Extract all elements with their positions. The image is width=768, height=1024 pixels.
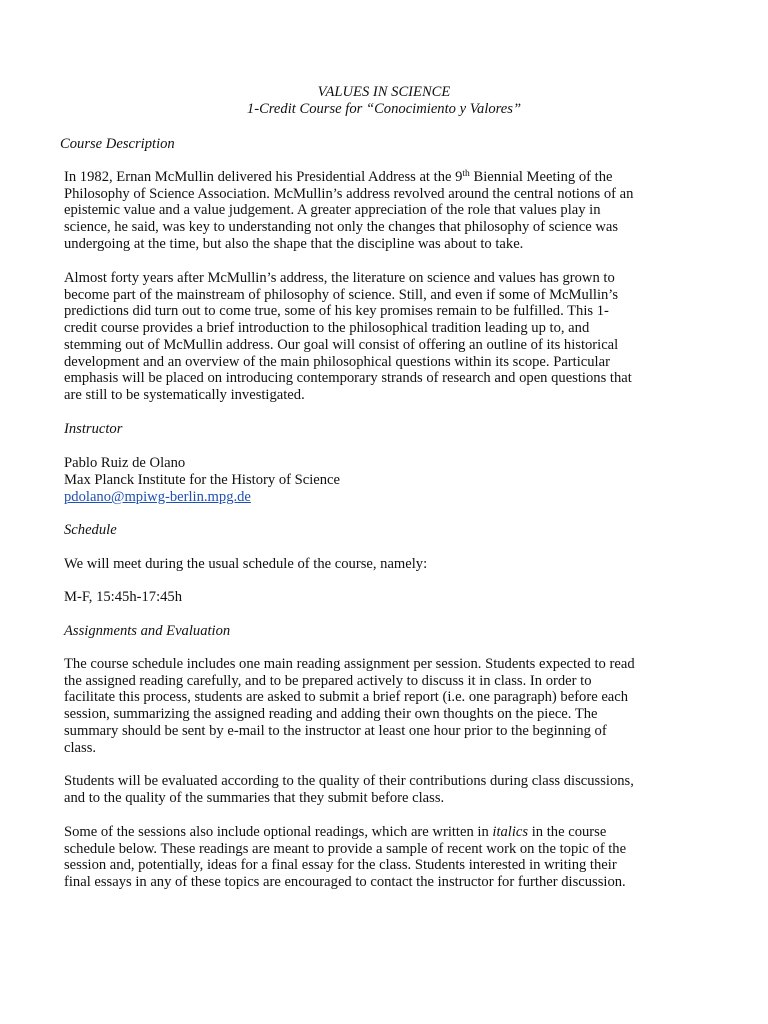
paragraph-course-description-2 (64, 270, 664, 404)
text-line (64, 169, 664, 186)
schedule-times: M-F, 15:45h-17:45h (64, 589, 183, 605)
text-segment: Biennial Meeting of the (469, 169, 613, 185)
text-line: Philosophy of Science Association. McMullin’s address revolved around the central notions of an (64, 185, 634, 202)
text-line: schedule below. These readings are meant to provide a sample of recent work on the topic of the (64, 840, 627, 857)
text-line: the assigned reading carefully, and to be prepared actively to discuss it in class. In order to (64, 672, 592, 689)
text-line: class. (64, 739, 97, 756)
text-line: Almost forty years after McMullin’s address, the literature on science and values has grown to (64, 270, 615, 286)
text-line: epistemic value and a value judgement. A greater appreciation of the role that values play in (64, 202, 601, 219)
section-heading-instructor: Instructor (64, 421, 123, 437)
instructor-email-link[interactable]: pdolano@mpiwg-berlin.mpg.de (64, 489, 251, 505)
text-segment: Some of the sessions also include optional readings, which are written in (64, 824, 493, 840)
text-line: become part of the mainstream of philosophy of science. Still, and even if some of McMullin’s (64, 286, 619, 303)
section-heading-course-description: Course Description (60, 136, 175, 152)
text-line: summary should be sent by e-mail to the instructor at least one hour prior to the beginning of (64, 722, 607, 739)
text-line (64, 824, 664, 841)
text-segment: In 1982, Ernan McMullin delivered his Presidential Address at the 9 (64, 169, 463, 185)
instructor-affiliation: Max Planck Institute for the History of Science (64, 472, 340, 488)
text-line: The course schedule includes one main reading assignment per session. Students expected to read (64, 656, 635, 672)
title-line-1: VALUES IN SCIENCE (317, 84, 451, 100)
title-line-2: 1-Credit Course for “Conocimiento y Valores” (246, 101, 522, 117)
text-line: Students will be evaluated according to the quality of their contributions during class discussions, (64, 773, 634, 789)
paragraph-assignments-2 (64, 773, 664, 806)
text-line: predictions did turn out to come true, some of his key promises remain to be fulfilled. This 1- (64, 303, 609, 320)
text-segment: in the course (528, 824, 607, 840)
section-heading-assignments: Assignments and Evaluation (64, 623, 231, 639)
paragraph-course-description-1 (64, 169, 664, 253)
text-line: facilitate this process, students are asked to submit a brief report (i.e. one paragraph) before each (64, 689, 629, 706)
italic-text: italics (492, 824, 529, 840)
paragraph-assignments-1 (64, 656, 664, 756)
paragraph-assignments-3 (64, 824, 664, 891)
text-line: science, he said, was key to understanding not only the changes that philosophy of science was (64, 219, 619, 236)
text-line: are still to be systematically investigated. (64, 386, 305, 403)
text-line: undergoing at the time, but also the shape that the discipline was about to take. (64, 235, 524, 252)
superscript-text: th (462, 169, 470, 179)
text-line: and to the quality of the summaries that they submit before class. (64, 789, 445, 806)
instructor-email-container (64, 489, 251, 506)
section-heading-schedule: Schedule (64, 522, 117, 538)
text-line: emphasis will be placed on introducing contemporary strands of research and open questions that (64, 370, 632, 387)
document-title (0, 84, 768, 118)
text-line: development and an overview of the main philosophical questions within its scope. Particular (64, 353, 610, 370)
text-line: final essays in any of these topics are encouraged to contact the instructor for further discussion. (64, 874, 626, 891)
text-line: credit course provides a brief introduction to the philosophical tradition leading up to, and (64, 320, 590, 337)
instructor-name: Pablo Ruiz de Olano (64, 455, 186, 471)
text-line: stemming out of McMullin address. Our goal will consist of offering an outline of its historical (64, 336, 619, 353)
text-line: session, summarizing the assigned reading and adding their own thoughts on the piece. The (64, 706, 598, 723)
schedule-intro: We will meet during the usual schedule of the course, namely: (64, 556, 428, 572)
text-line: session and, potentially, ideas for a final essay for the class. Students interested in writing their (64, 857, 617, 874)
